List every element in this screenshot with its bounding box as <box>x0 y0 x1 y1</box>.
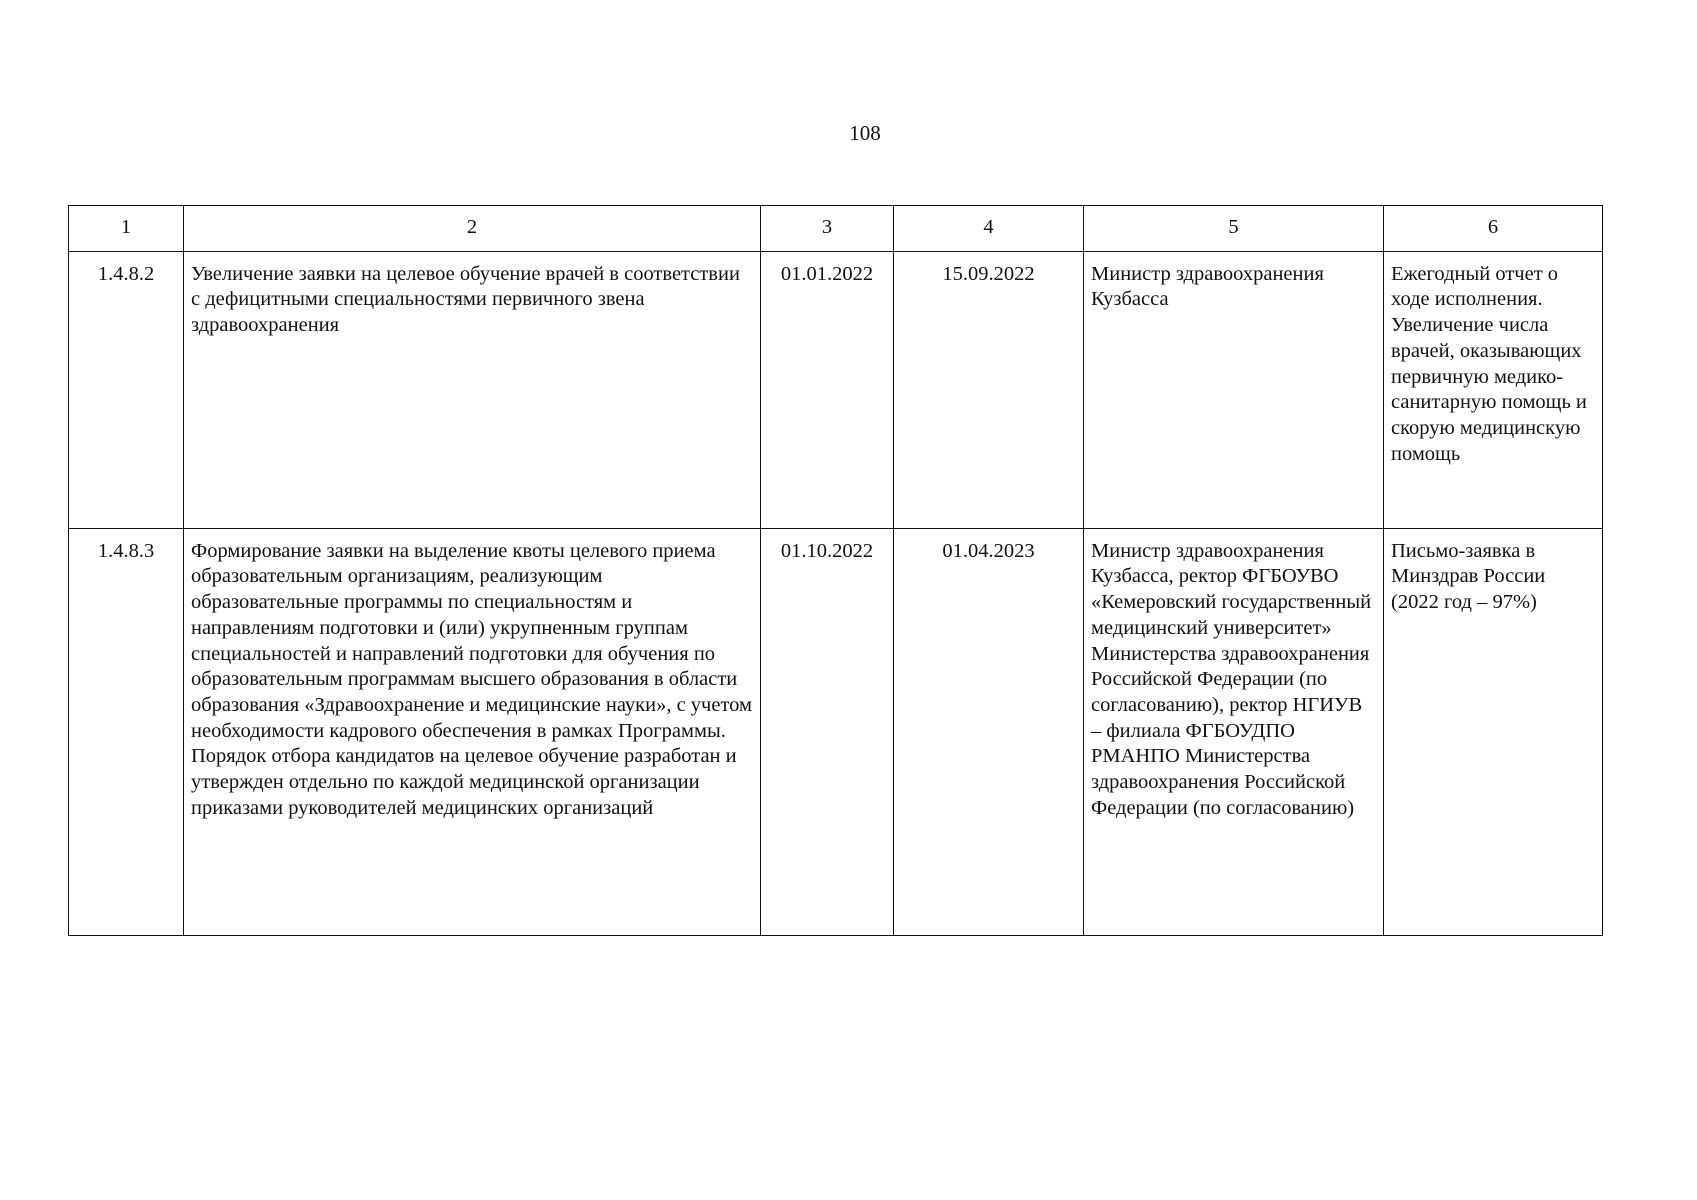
responsible-party: Министр здравоохранения Кузбасса <box>1084 251 1384 528</box>
responsible-party: Министр здравоохранения Кузбасса, ректор ФГБОУВО «Кемеровский государственный медицинский университет» Министерства здравоохранения Российской Федерации (по согласованию), ректор НГИУВ – филиала ФГБОУДПО РМАНПО Министерства здравоохранения Российской Федерации (по согласованию) <box>1084 528 1384 935</box>
activity-description: Формирование заявки на выделение квоты целевого приема образовательным организациям, реализующим образовательные программы по специальностям и направлениям подготовки и (или) укрупненным группам специальностей и направлений подготовки для обучения по образовательным программам высшего образования в области образования «Здравоохранение и медицинские науки», с учетом необходимости кадрового обеспечения в рамках Программы. Порядок отбора кандидатов на целевое обучение разработан и утвержден отдельно по каждой медицинской организации приказами руководителей медицинских организаций <box>184 528 761 935</box>
table-row <box>69 528 1603 935</box>
item-number: 1.4.8.3 <box>69 528 184 935</box>
page-number: 108 <box>849 121 881 145</box>
column-header: 6 <box>1384 206 1603 252</box>
end-date: 01.04.2023 <box>894 528 1084 935</box>
item-number: 1.4.8.2 <box>69 251 184 528</box>
expected-result: Ежегодный отчет о ходе исполнения. Увеличение числа врачей, оказывающих первичную медико-санитарную помощь и скорую медицинскую помощь <box>1384 251 1603 528</box>
start-date: 01.10.2022 <box>761 528 894 935</box>
column-header: 1 <box>69 206 184 252</box>
column-header: 4 <box>894 206 1084 252</box>
table-header-row <box>69 206 1603 252</box>
expected-result: Письмо-заявка в Минздрав России (2022 год – 97%) <box>1384 528 1603 935</box>
activity-description: Увеличение заявки на целевое обучение врачей в соответствии с дефицитными специальностями первичного звена здравоохранения <box>184 251 761 528</box>
activity-table <box>68 205 1603 936</box>
column-header: 5 <box>1084 206 1384 252</box>
column-header: 3 <box>761 206 894 252</box>
end-date: 15.09.2022 <box>894 251 1084 528</box>
table-row <box>69 251 1603 528</box>
column-header: 2 <box>184 206 761 252</box>
start-date: 01.01.2022 <box>761 251 894 528</box>
